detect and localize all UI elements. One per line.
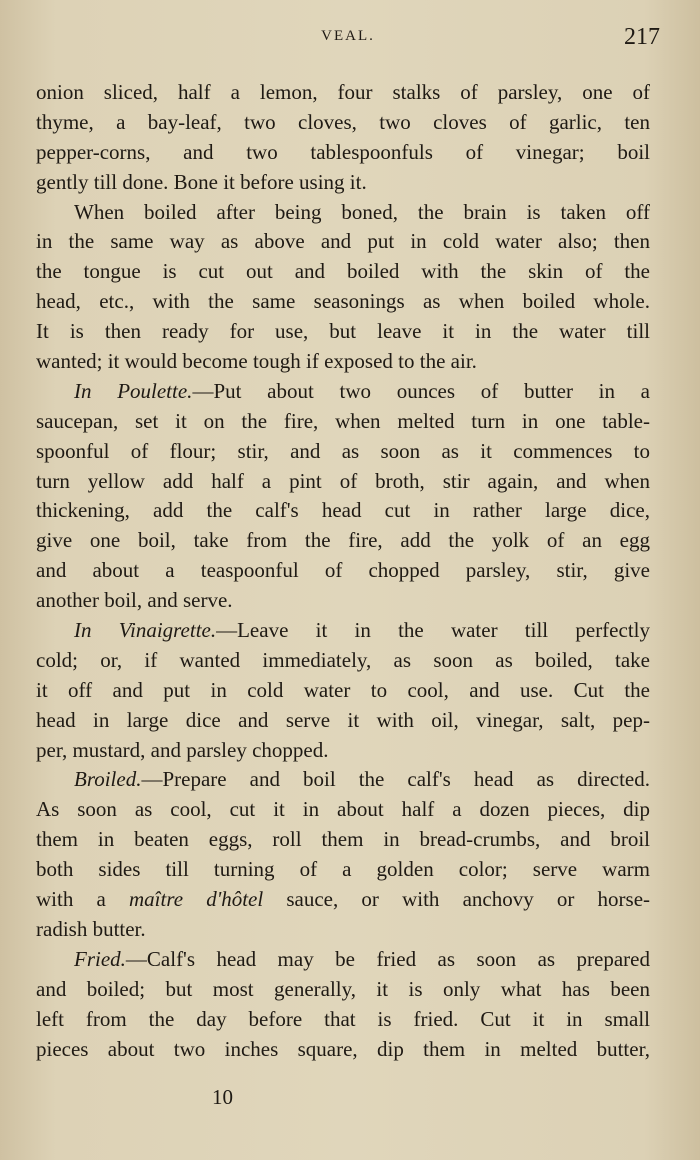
line-text: thyme, a bay-leaf, two cloves, two cloves of garlic, ten	[36, 109, 650, 134]
text-line	[36, 556, 650, 586]
printer-signature-mark: 10	[212, 1085, 233, 1109]
line-text: them in beaten eggs, roll them in bread-crumbs, and broil	[36, 827, 650, 852]
text-line	[36, 168, 650, 198]
text-line	[36, 1035, 650, 1065]
text-line	[36, 975, 650, 1005]
text-line	[36, 765, 650, 795]
line-text: thickening, add the calf's head cut in rather large dice,	[36, 498, 650, 523]
line-text: —Put about two ounces of butter in a	[192, 378, 651, 403]
text-line	[36, 795, 650, 825]
italic-phrase: maître d'hôtel	[129, 887, 264, 912]
page-number: 217	[624, 24, 660, 50]
text-line	[36, 1005, 650, 1035]
line-text: gently till done. Bone it before using it.	[36, 169, 367, 194]
line-text: pepper-corns, and two tablespoonfuls of vinegar; boil	[36, 139, 650, 164]
line-text: head in large dice and serve it with oil, vinegar, salt, pep-	[36, 707, 650, 732]
line-text: wanted; it would become tough if exposed to the air.	[36, 349, 477, 374]
section-subheading: In Vinaigrette.	[74, 618, 217, 643]
text-line	[36, 108, 650, 138]
text-line	[36, 257, 650, 287]
line-text: As soon as cool, cut it in about half a dozen pieces, dip	[36, 797, 650, 822]
text-line	[36, 885, 650, 915]
line-text: —Calf's head may be fried as soon as prepared	[125, 946, 650, 971]
text-line	[36, 78, 650, 108]
line-text: and about a teaspoonful of chopped parsley, stir, give	[36, 558, 650, 583]
text-line	[36, 437, 650, 467]
running-head-title: VEAL.	[321, 28, 375, 44]
line-text: —Prepare and boil the calf's head as directed.	[141, 767, 650, 792]
text-line	[36, 317, 650, 347]
line-text: with a	[36, 887, 129, 912]
line-text: sauce, or with anchovy or horse-	[263, 887, 651, 912]
line-text: It is then ready for use, but leave it in the water till	[36, 319, 650, 344]
line-text: both sides till turning of a golden color; serve warm	[36, 857, 650, 882]
text-line	[36, 407, 650, 437]
line-text: cold; or, if wanted immediately, as soon as boiled, take	[36, 647, 650, 672]
text-line	[36, 347, 650, 377]
line-text: saucepan, set it on the fire, when melted turn in one table-	[36, 408, 650, 433]
line-text: turn yellow add half a pint of broth, stir again, and when	[36, 468, 650, 493]
text-line	[36, 915, 650, 945]
text-line	[36, 616, 650, 646]
line-text: pieces about two inches square, dip them in melted butter,	[36, 1036, 650, 1061]
recipe-text	[36, 78, 650, 1064]
text-line	[36, 736, 650, 766]
section-subheading: Fried.	[74, 946, 126, 971]
line-text: per, mustard, and parsley chopped.	[36, 737, 329, 762]
line-text: give one boil, take from the fire, add the yolk of an egg	[36, 528, 650, 553]
text-line	[36, 526, 650, 556]
line-text: in the same way as above and put in cold water also; then	[36, 229, 650, 254]
text-line	[36, 825, 650, 855]
running-head	[36, 24, 660, 58]
line-text: left from the day before that is fried. Cut it in small	[36, 1006, 650, 1031]
line-text: the tongue is cut out and boiled with the skin of the	[36, 259, 650, 284]
text-line	[36, 467, 650, 497]
text-line	[36, 198, 650, 228]
line-text: another boil, and serve.	[36, 588, 233, 613]
text-line	[36, 706, 650, 736]
line-text: head, etc., with the same seasonings as when boiled whole.	[36, 289, 650, 314]
text-line	[36, 138, 650, 168]
line-text: When boiled after being boned, the brain is taken off	[74, 199, 650, 224]
text-line	[36, 646, 650, 676]
line-text: spoonful of flour; stir, and as soon as it commences to	[36, 438, 650, 463]
line-text: and boiled; but most generally, it is only what has been	[36, 976, 650, 1001]
text-line	[36, 287, 650, 317]
text-line	[36, 586, 650, 616]
section-subheading: In Poulette.	[74, 378, 193, 403]
text-line	[36, 227, 650, 257]
line-text: it off and put in cold water to cool, and use. Cut the	[36, 677, 650, 702]
text-line	[36, 945, 650, 975]
section-subheading: Broiled.	[74, 767, 142, 792]
line-text: —Leave it in the water till perfectly	[216, 618, 650, 643]
text-line	[36, 676, 650, 706]
text-line	[36, 496, 650, 526]
text-line	[36, 855, 650, 885]
line-text: onion sliced, half a lemon, four stalks of parsley, one of	[36, 80, 650, 104]
line-text: radish butter.	[36, 916, 146, 941]
text-line	[36, 377, 650, 407]
